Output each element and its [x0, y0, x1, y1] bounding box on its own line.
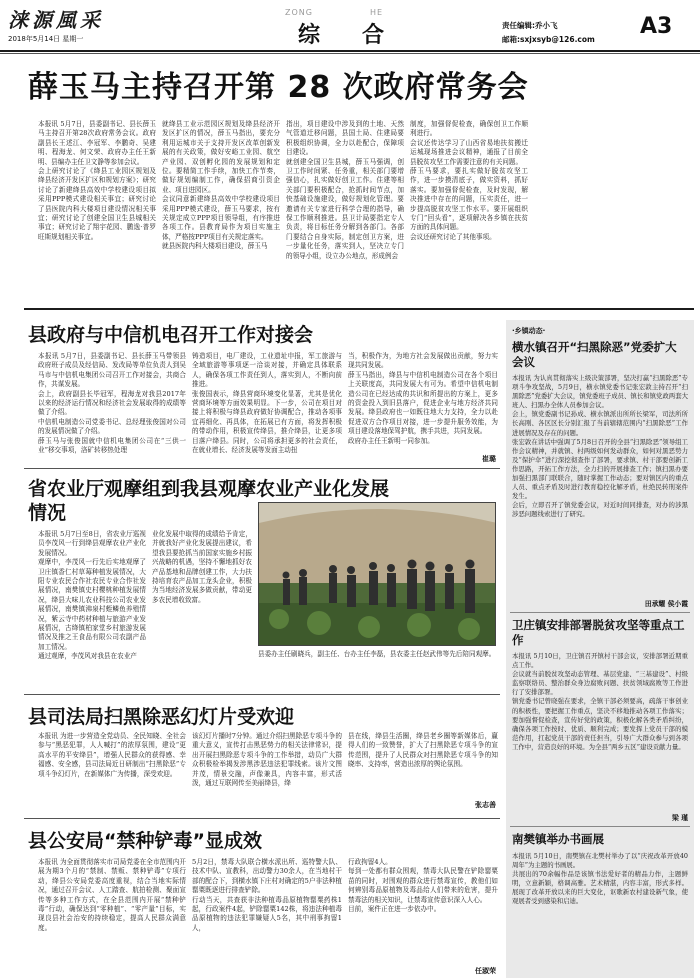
sidebar-story2-author: 梁 瑾 [672, 814, 688, 822]
article3-column-2: 业化发展中取得的成绩给予肯定，并就我好产业化发展提出建议，希望我县要抢抓当前国家实施乡村振兴战略的机遇，坚持不懈地抓好农产品基地和品牌创建工作，大力扶持培育农产品加工龙头企业，积极为当地经济发展多做贡献，带动更多农民增收致富。 [152, 530, 252, 604]
sidebar-story2-headline: 卫庄镇安排部署脱贫攻坚等重点工作 [512, 618, 685, 647]
photo-caption: 县委办主任刷晓兵，副主任、台办主任李磊，县农委主任赵武伟等先后陪同观摩。 [258, 650, 496, 658]
article-divider [24, 468, 500, 469]
article4-author: 张志善 [475, 800, 496, 809]
sidebar-story1-body: 本报讯 为认真贯彻落实上级决策部署，坚决打赢“扫黑除恶”专项斗争攻坚战，5月9日，横水镇党委书记张宏敦主持召开“扫黑除恶”党委扩大会议，镇党委班子成员、镇长和镇党政两套大班人、扫黑办全体人员参加会议。 会上，镇党委副书记孙成、横水镇派出所所长梁军，司法所所长高刚、各区区长分别汇报了当前辖辖范围内“扫黑除恶”工作进展情况及存在的问题。 张宏敦在讲话中强调了5月8日召开的全县“扫黑除恶”领导组工作会议精神，并就镇、村两级如何发动群众，如何对黑恶势力及“保护伞”进行深挖彻查作了部署，要求镇、村干部要创新工作思路，开拓工作方法，全力扫的开展排查工作；镇扫黑办要加强扫黑部门联联合，随时掌握工作动态；要对镇区内的重点人员、重点矛盾及时进行教育稳控化解矛盾，杜绝民转刑案件发生。 会后，立即召开了镇党委会议，对近时间同排查，对办的涉黑涉恶问题线索进行了研究。 [512, 374, 688, 519]
section-pinyin-he: HE [370, 8, 384, 17]
section-pinyin-zong: ZONG [285, 8, 313, 17]
page-number: A3 [640, 14, 673, 39]
newspaper-logo: 涞源風采 [8, 8, 104, 32]
article4-column-3: 县在线，绛县生活圈，绛县老乡圈等新媒体后，赢得人们的一致赞誉，扩大了扫黑除恶专项斗争的宣传范围，提升了人民群众对扫黑除恶专项斗争的知晓率、支持率，营造出浓厚的舆论氛围。 [348, 732, 498, 769]
article5-column-3: 行政拘留4人。 每到一处都有群众围观，禁毒大队民警在铲除罂粟苗的同时，对围观的群众进行禁毒宣传，教他们如何辨别毒品原植物及毒品给人们带来的危害，提升禁毒法的相关知识，让禁毒宣传意识深入人心。 目前，案件正在进一步依办中。 [348, 858, 498, 914]
lead-headline: 薛玉马主持召开第 28 次政府常务会 [28, 70, 529, 105]
article-divider [24, 694, 500, 695]
lead-column-4: 制度，加强督促检查，确保创卫工作顺利进行。 会议还传达学习了山西省易地扶贫搬迁运城现场推进会议精神，通报了目前全县脱贫攻坚工作需要注意的有关问题。 薛玉马要求，要扎实做好脱贫攻坚工作，进一步摸清底子，做实资料，抓好落实。要加强督促检查，及时发现，解决推进中存在的问题，压实责任，进一步提高脱贫攻坚工作水平。要开展组织专门“回头看”，逐项解决各乡镇在扶贫方面的具体问题。 会议还研究讨论了其他事项。 [410, 120, 528, 241]
article5-column-2: 5月2日，禁毒大队联合横水派出所、巡特警大队、技术中队、宣教科，出动警力30余人，在当地村干部的配合下，到横水镇下庄村对确定的5户非法种植罂粟既逐进行排查铲除。 行动当天，共查获非法种植毒品原植物罂粟药株1起，行政案件4起，铲除罂粟142株，将违法种植毒品原植物的违法犯罪嫌疑人5名，其中刑事拘留1人， [192, 858, 342, 932]
article3-headline-line2: 情况 [28, 502, 67, 524]
responsible-editor: 责任编辑:乔小飞 [502, 21, 558, 30]
article4-headline: 县司法局扫黑除恶幻灯片受欢迎 [28, 706, 295, 728]
article5-author: 任淑荣 [475, 966, 496, 975]
article-divider [24, 818, 500, 819]
article4-column-2: 该幻灯片播时7分钟。通过介绍扫黑除恶专项斗争的重大意义，宣传打击黑恶势力的相关法律常识，提出开展扫黑除恶专项斗争的工作举措，动员广大群众积极检举揭发涉黑涉恶违法犯罪线索。该片文图并茂，情景交融，声像兼具，内容丰富，形式活泼，通过互联网传至美丽绛县，绛 [192, 732, 342, 788]
photo-image [259, 503, 496, 646]
article4-column-1: 本报讯 为进一步营造全党动员、全民知晓、全社会参与“黑恶犯罪，人人喊打”的浓厚氛围，建设“更高水平的平安绛县”，增强人民群众的获得感、幸福感、安全感，县司法局近日研制出“扫黑除恶”专项斗争幻灯片，在新媒体广为传播，深受欢迎。 [38, 732, 186, 778]
sidebar-divider [510, 826, 690, 827]
article3-headline-line1: 省农业厅观摩组到我县观摩农业产业化发展 [28, 478, 390, 500]
news-photo [258, 502, 496, 646]
article2-headline: 县政府与中信机电召开工作对接会 [28, 324, 314, 346]
sidebar-label: ·乡镇动态· [512, 327, 546, 335]
lead-column-1: 本报讯 5月7日，县委副书记、县长薛玉马主持召开第28次政府常务会议。政府副县长王述江、李冠军、李鹏奇、吴建明、程海龙、何文荣、政府办主任王新明、县编办主任卫文静等参加会议。 会上研究讨论了《绛县工业园区规划及绛县经济开发区扩区和规划方案》；研究讨论了新建绛县高效中学校建设项目拟采用PPP模式建设相关事宜；研究讨论了县医院内科大楼项目建设情况相关事宜；研究讨论了创建全国卫生县城相关事宜；研究讨论了翔宇花园、鹏逸·普罗旺斯规划相关事宜。 [38, 120, 156, 241]
township-news-sidebar [506, 320, 694, 978]
article5-headline: 县公安局“禁种铲毒”显成效 [28, 830, 262, 852]
article2-author: 崔璐 [482, 454, 496, 463]
publication-date: 2018年5月14日 星期一 [8, 35, 84, 43]
sidebar-story1-author: 田承耀 侯小霞 [644, 600, 688, 608]
sidebar-story3-body: 本报讯 5月10日，南樊镇在北樊村举办了以“庆祝改革开放40周年”为主题的书画展。 共展出的70余幅作品是该镇书法爱好者的精品力作，主题鲜明，立意新颖，格调高雅。艺术精湛，内容丰富，形式多样。展现了改革开放以来的巨大变化，讴歌新农村建设新气象，使观展者受到感染和启迪。 [512, 852, 688, 906]
lead-column-3: 指出，项目建设中涉及到的土地、天然气管道迁移问题，县国土局、住建局要积极组织协调，全力以赴配合，保障项目建设。 就创建全国卫生县城，薛玉马强调，创卫工作时间紧、任务重，相关部门要增强信心，扎实做好创卫工作。住建等相关部门要积极配合，抢抓时间节点，加快基础设施建设，做好规划化管理。要邀请有关专家进行科学合理的指导，确保工作顺利推进。县卫计局要指定专人负责，将目标任务分解到各部门。各部门要结合自身实际，制定创卫方案，进一步量化任务，落实到人，坚决立专门的领导小组，设立办公地点，形成例会 [286, 120, 404, 260]
lead-column-2: 就绛县工业示范园区规划及绛县经济开发区扩区的情况，薛玉马指出，要充分利用运城市关于支持开发区改革创新发展的有关政策，做好安峪工业园、航空产业园、双创孵化园的发展规划和定位。要精简工作手续，加快工作节奏，做好规划编制工作，确保招商引资企业、项目进园区。 会议同意新建绛县高效中学校建设项目采用PPP模式建设，薛玉马要求，按有关规定成立PPP项目领导组，有序推进各项工作。县教育局作为项目实施主体，严格按PPP项目有关规定落实。 就县医院内科大楼项目建设，薛玉马 [162, 120, 280, 251]
masthead-rule-thin [0, 53, 700, 54]
article2-column-1: 本报讯 5月7日，县委副书记、县长薛玉马带领县政府班子成员及经信局、发改局等单位负责人到吴马市与中信机电集团公司召开工作对接会，共商合作，共谋发展。 会上，政府副县长毕冠军，程海龙对我县2017年以来的经济运行情况和经济社会发展取得的成绩等做了介绍。 中信机电制造公司党委书记、总经理张俊国对公司的发展情况做了介绍。 薛玉马与张俊国就中信机电集团公司在“三供一业”移交事项，洛矿转移热处理 [38, 352, 186, 455]
article3-column-1: 本报讯 5月7日至8日，省农业厅巡视员李茂风一行到绛县观摩农业产业化发展情况。 观摩中，李茂风一行先后实地观摩了卫庄镇香仁村草莓种植发展情况，大阳专业农民合作社农民专业合作社发展情况，南樊镇史村樱桃种植发展情况，绛县大味儿农业科技公司农业发展情况，南樊镇沸泉村蛭鳞鱼养殖情况，紫云寺中药材种植与旅游产业发展情况，古绛镇柏家堂乡村旅游发展情况及推之王食品有限公司农副产品加工情况。 通过观摩，李茂风对我县在农业产 [38, 530, 146, 661]
article5-column-1: 本报讯 为全面贯彻落实市司局党委在全市范围内开展为期3个月的“禁制、禁贩、禁种铲毒”专项行动，绛县公安局党委高度重视，结合当地实际情况，通过召开会议、人工踏查、航拍检测、聚面宣传等多种工作方式，在全县范围内开展“禁种铲毒”行动，确保达到“零种植”、“零产量”目标，实现良县社会治安的持续稳定，提高人民群众满意度。 [38, 858, 186, 932]
article2-column-3: 当，积极作为，为地方社会发展做出贡献，努力实现共同发展。 薛玉马指出，绛县与中信机电制造公司在各个项目上关联度高，共同发展大有可为。希望中信机电制造公司在已经达成的共识和所提出的方案上，更多的资金投入到旧县落户，促进企业与地方经济共同发展。绛县政府也一如既往地大力支持，全力以赴促进双方合作项目对接，进一步提升服务效能，为项目建设落地保驾护航，携手共进，共同发展。 政府办主任王新明一同参加。 [348, 352, 498, 445]
sidebar-story2-body: 本报讯 5月10日，卫庄镇召开镇村干部会议，安排部署近期重点工作。 会议就当前脱贫攻坚动态管理、基层党建、“三基建设”、村级监察联络员、整治群众身边腐败问题、扶贫领域腐败等工作进行了安排部署。 镇党委书记曾晓强在要求，全镇干部必须要高，疏落干事创业的积极性，要把握工作重点，坚决不移地推动各项工作落实；要加强督促检查，宣传好党的政策，积极化解各类矛盾纠纷，确保各项工作按时、优质、顺利完成；要发挥上党员干部的模范作用，扛起党员干部的责任担当，引导广大群众参与到各项工作中，营造良好的环境。为全县“两乡五区”建设贡献力量。 [512, 652, 688, 751]
editor-email: 邮箱:sxjxsyb@126.com [502, 35, 595, 44]
section-title: 综合 [298, 23, 427, 48]
sidebar-divider [510, 612, 690, 613]
sidebar-story3-headline: 南樊镇举办书画展 [512, 832, 604, 846]
article2-column-2: 铸造项目，电厂建设，工业遗址申报，军工旅游与全域旅游等事项逐一洽谈对接，并确定具体联系人，确保各项工作责任到人，落实到人，不断向前推进。 张俊国表示，绛县营商环境变化显著，尤其是优化营商环境等方面效果明显。下一步，公司在项目对接上将积极与绛县政府做好协调配合，推动各项事宜再细化、再具体，在拓展已有方面，将发挥积极的带动作用，积极宣传绛县，推介绛县，让更多项目落户绛县。同时，公司将承担更多的社会责任，在就业增长、经济发展等发面主动扭 [192, 352, 342, 455]
masthead-rule [0, 50, 700, 52]
section-divider [24, 308, 694, 310]
sidebar-story1-headline: 横水镇召开“扫黑除恶”党委扩大会议 [512, 340, 677, 369]
